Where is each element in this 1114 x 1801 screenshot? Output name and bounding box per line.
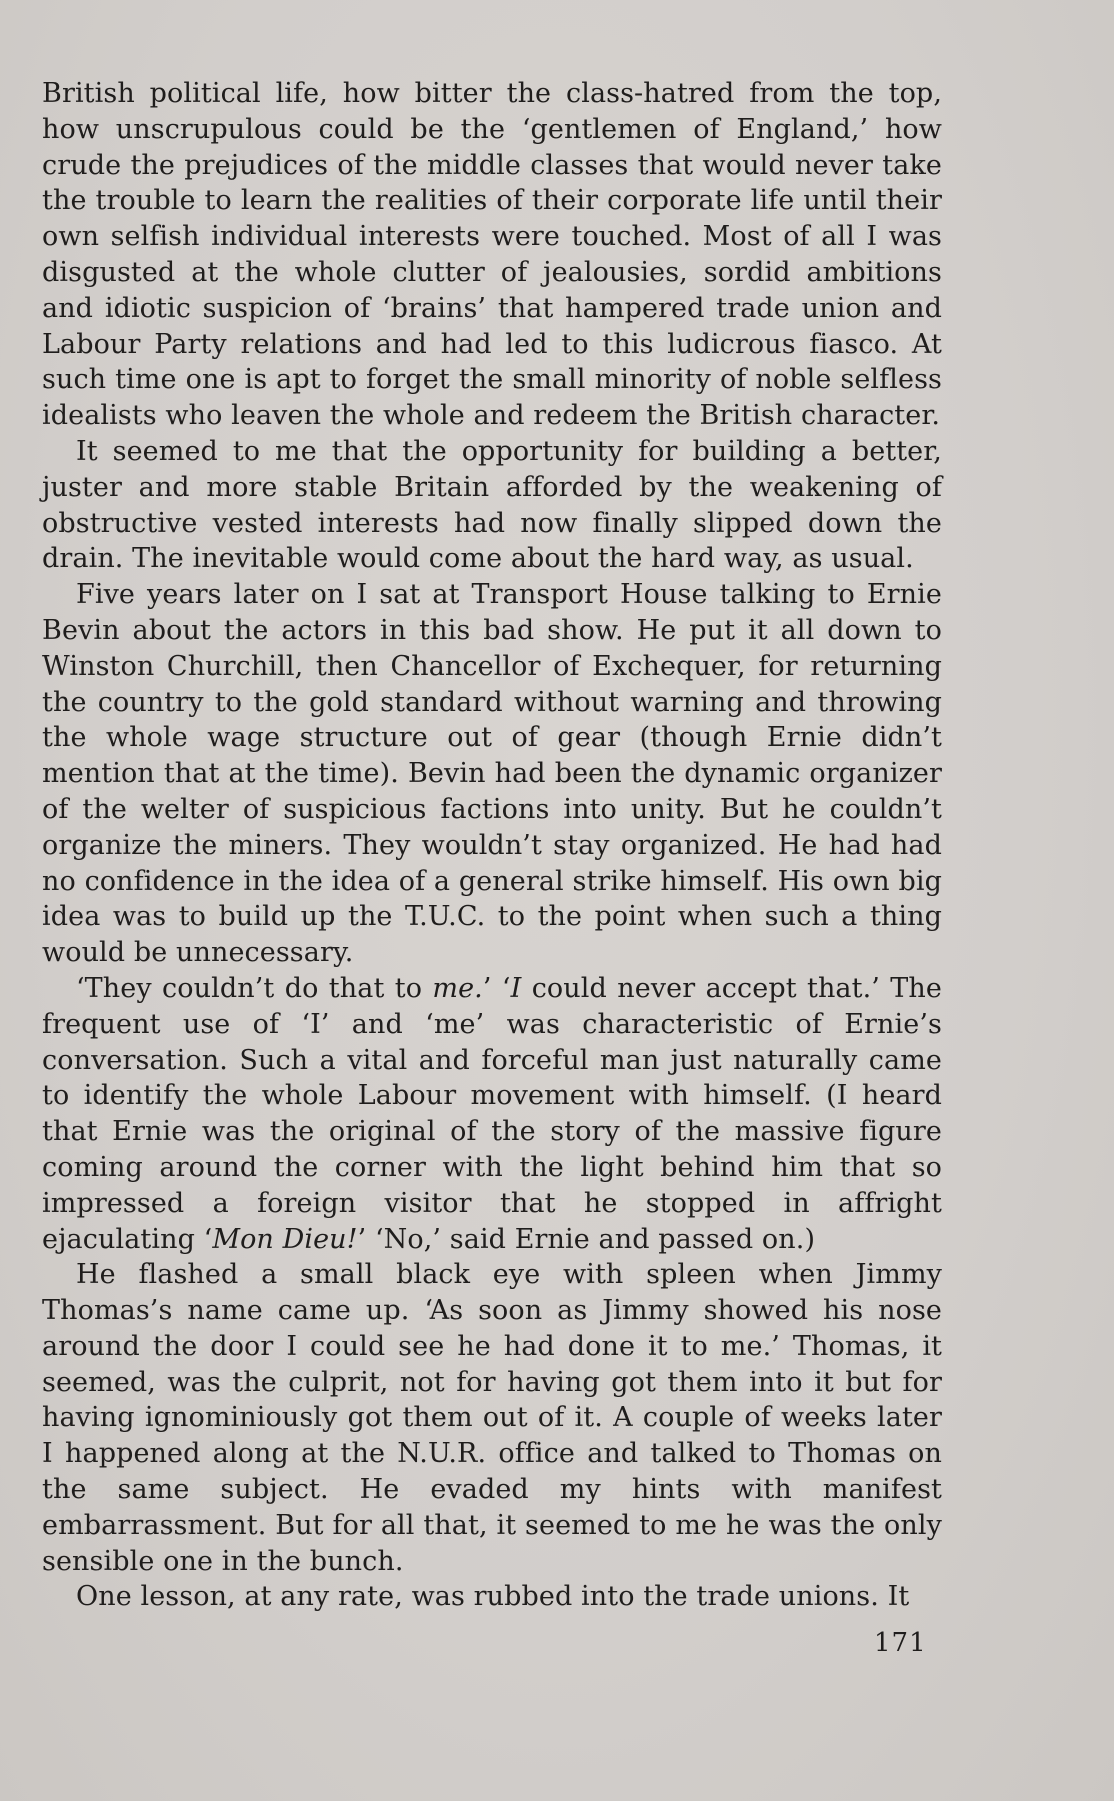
text-segment: ’ ‘ (482, 972, 511, 1004)
italic-segment: Mon Dieu! (212, 1223, 358, 1255)
paragraph-2 (42, 434, 942, 577)
text-segment: British political life, how bitter the class-hatred from the top, how unscrupulous could be the ‘gentlemen of England,’ how crude the prejudices of the middle classes that would never take the trouble to learn the realities of their corporate life until their own selfish individual interests were touched. Most of all I was disgusted at the whole clutter of jealousies, sordid ambitions and idiotic suspicion of ‘brains’ that hampered trade union and Labour Party relations and had led to this ludicrous fiasco. At such time one is apt to forget the small minority of noble selfless idealists who leaven the whole and redeem the British character. (42, 78, 942, 432)
paragraph-5 (42, 1257, 942, 1579)
text-segment: Five years later on I sat at Transport House talking to Ernie Bevin about the actors in this bad show. He put it all down to Winston Churchill, then Chancellor of Exchequer, for returning the country to the gold standard without warning and throwing the whole wage structure out of gear (though Ernie didn’t mention that at the time). Bevin had been the dynamic organizer of the welter of suspicious factions into unity. But he couldn’t organize the miners. They wouldn’t stay organized. He had had no confidence in the idea of a general strike himself. His own big idea was to build up the T.U.C. to the point when such a thing would be unnecessary. (42, 579, 942, 969)
paragraph-3 (42, 577, 942, 971)
text-segment: One lesson, at any rate, was rubbed into the trade unions. It (76, 1581, 910, 1613)
paragraph-6 (42, 1579, 942, 1615)
italic-segment: me. (432, 972, 483, 1004)
italic-segment: I (510, 972, 522, 1004)
page-number: 171 (874, 1628, 927, 1658)
text-segment: ’ ‘No,’ said Ernie and passed on.) (357, 1223, 816, 1255)
text-segment: could never accept that.’ The frequent use of ‘I’ and ‘me’ was characteristic of Ernie’s conversation. Such a vital and forceful man just naturally came to identify the whole Labour movement with himself. (I heard that Ernie was the original of the story of the massive figure coming around the corner with the light behind him that so impressed a foreign visitor that he stopped in affright ejaculating ‘ (42, 972, 942, 1255)
paragraph-1 (42, 76, 942, 434)
paragraph-4 (42, 971, 942, 1257)
text-segment: It seemed to me that the opportunity for building a better, juster and more stable Britain afforded by the weakening of obstructive vested interests had now finally slipped down the drain. The inevitable would come about the hard way, as usual. (42, 435, 942, 575)
body-text (42, 76, 942, 1615)
text-segment: He flashed a small black eye with spleen when Jimmy Thomas’s name came up. ‘As soon as Jimmy showed his nose around the door I could see he had done it to me.’ Thomas, it seemed, was the culprit, not for having got them into it but for having ignominiously got them out of it. A couple of weeks later I happened along at the N.U.R. office and talked to Thomas on the same subject. He evaded my hints with manifest embarrassment. But for all that, it seemed to me he was the only sensible one in the bunch. (42, 1259, 942, 1577)
text-segment: ‘They couldn’t do that to (76, 972, 433, 1004)
